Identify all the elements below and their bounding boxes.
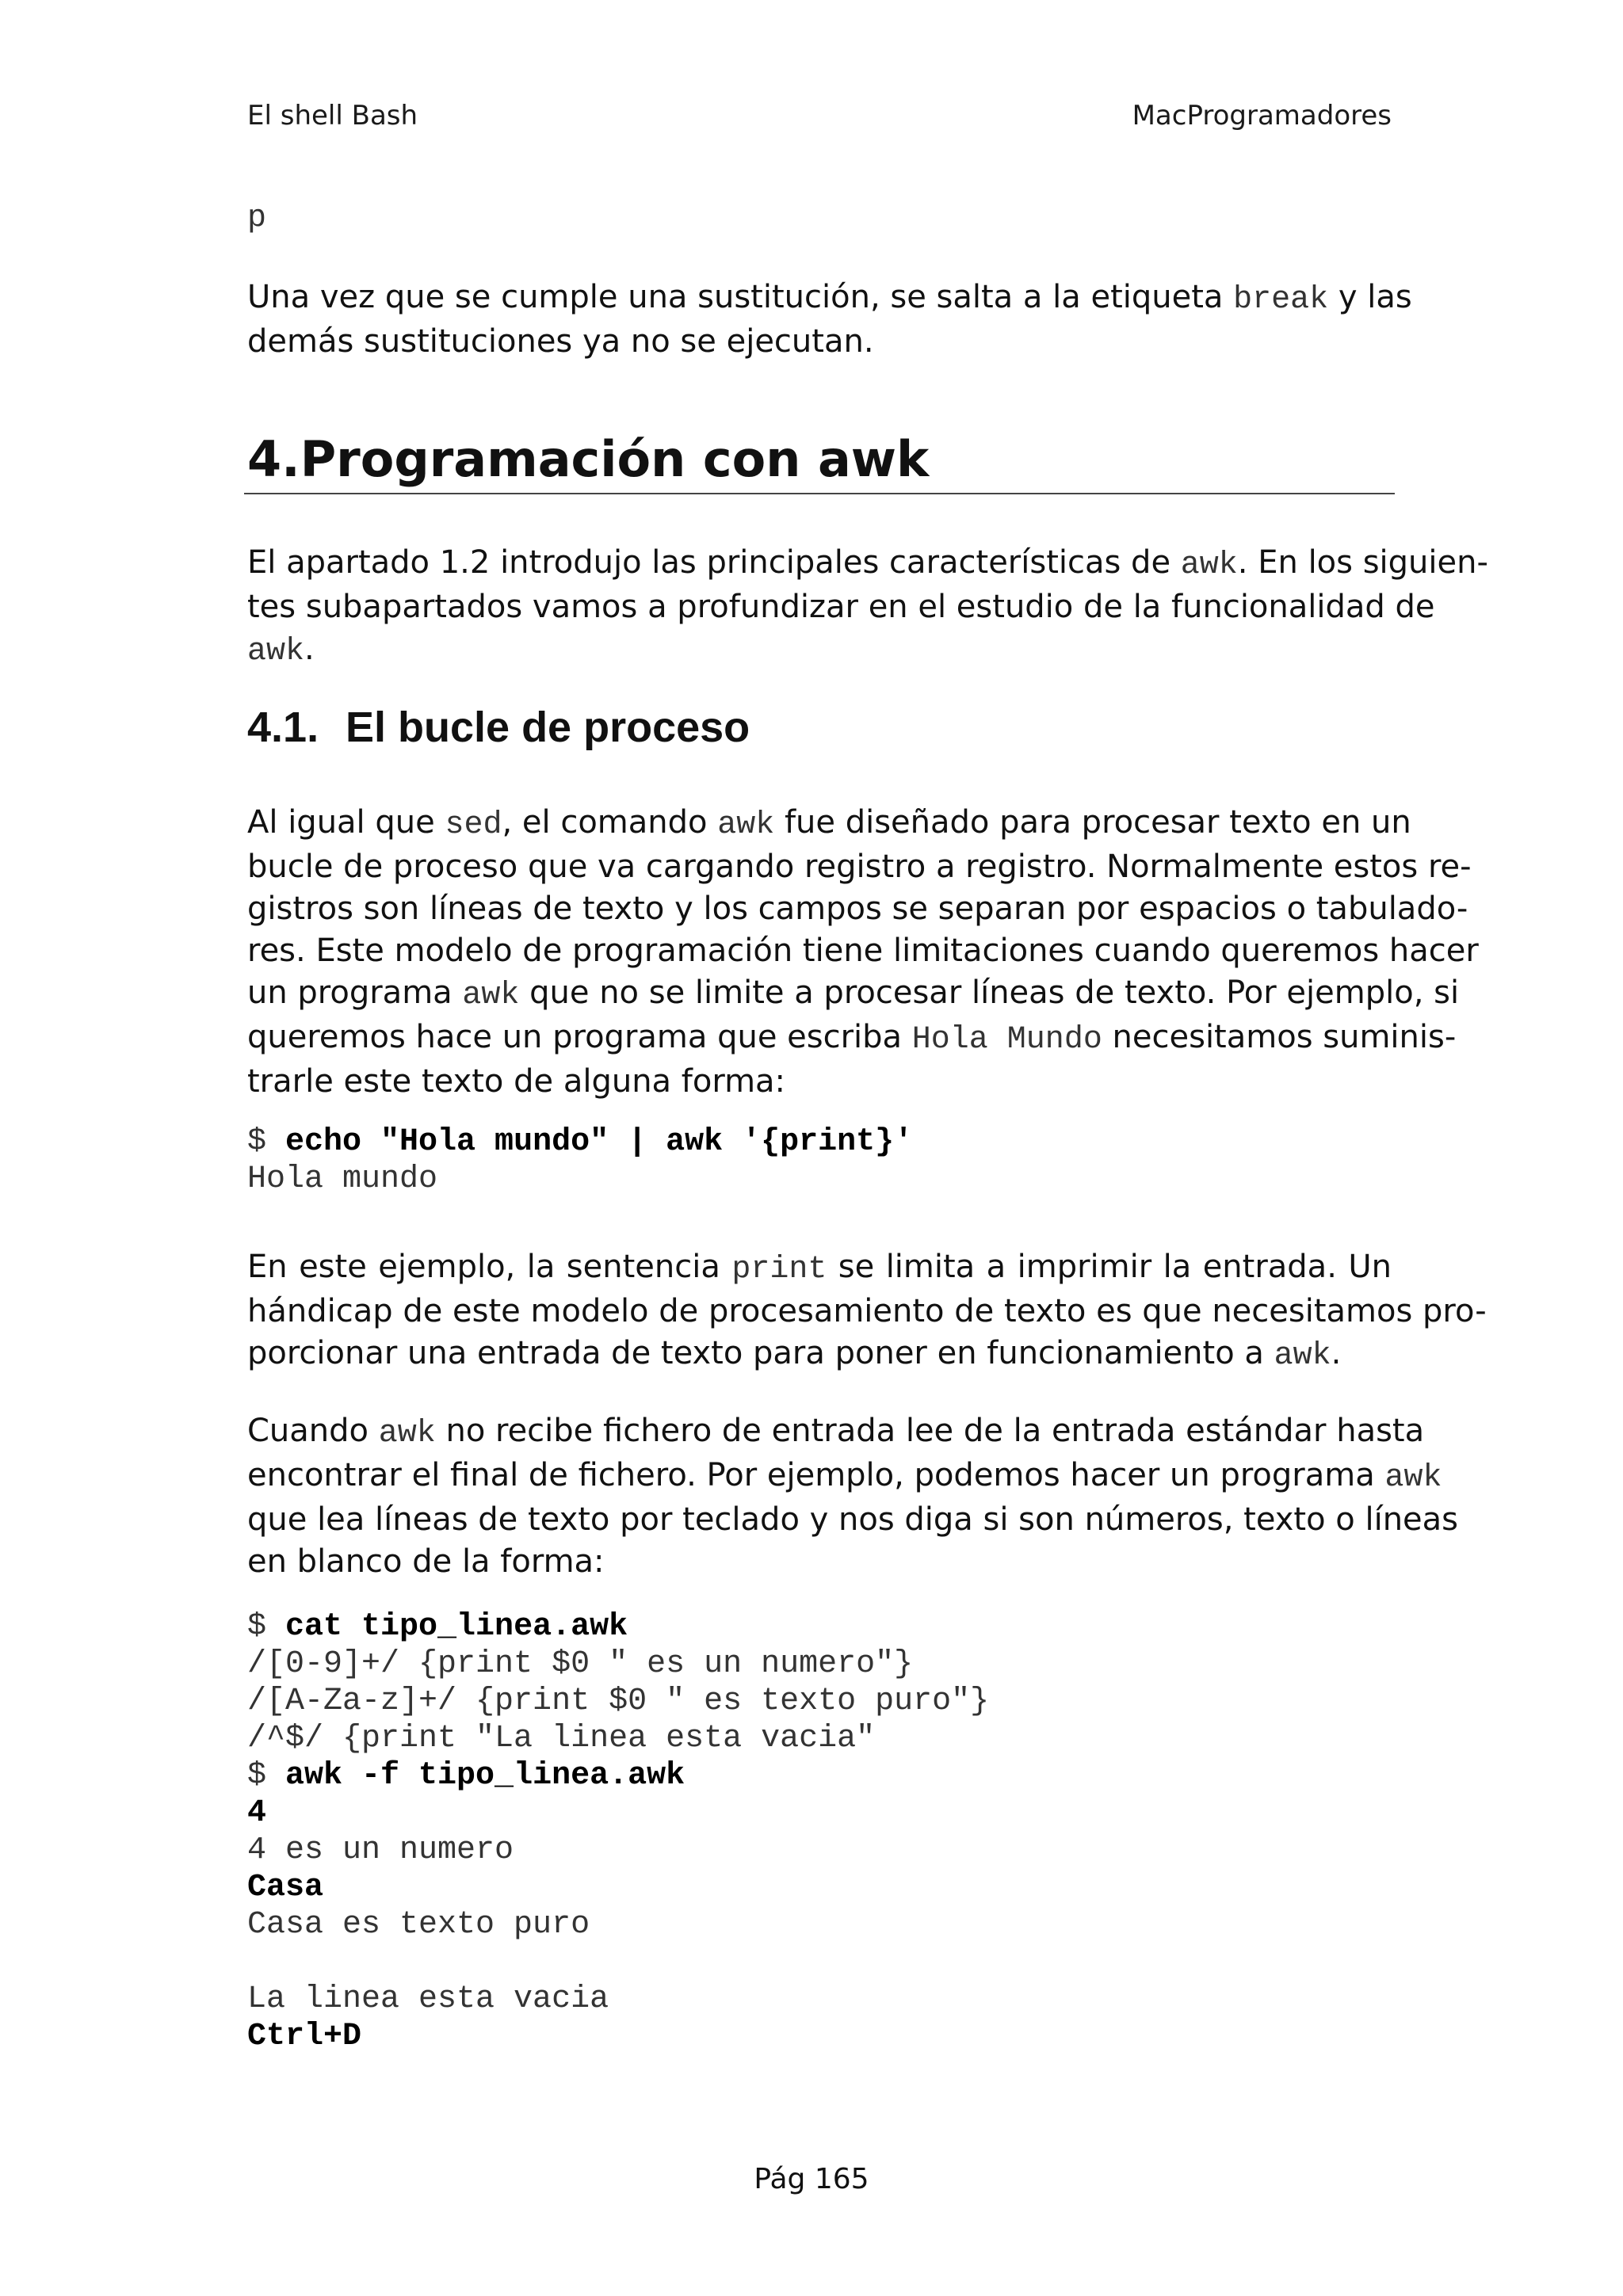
- paragraph-loop: Al igual que sed, el comando awk fue diseñado para procesar texto en un bucle de proceso que va cargando registro a registro. Normalmente estos re- gistros son líneas de texto y los campos se separan por espacios o tabulado- res. Este modelo de programación tiene limitaciones cuando queremos hacer un programa awk que no se limite a procesar líneas de texto. Por ejemplo, si queremos hace un programa que escriba Hola Mundo necesitamos suminis- trarle este texto de alguna forma:: [247, 804, 1479, 1100]
- inline-code: awk: [462, 978, 520, 1013]
- inline-code: Hola Mundo: [911, 1022, 1102, 1058]
- heading-rule: [244, 493, 1395, 494]
- inline-code: awk: [1384, 1460, 1442, 1496]
- inline-code: awk: [1274, 1338, 1331, 1374]
- code-example-echo: $ echo "Hola mundo" | awk '{print}' Hola mundo: [247, 1124, 914, 1197]
- running-header-right: MacProgramadores: [1132, 100, 1392, 132]
- inline-code: awk: [378, 1416, 436, 1451]
- running-header-left: El shell Bash: [247, 100, 418, 132]
- inline-code: sed: [445, 807, 502, 843]
- inline-code: awk: [1180, 547, 1238, 583]
- paragraph-stdin: Cuando awk no recibe fichero de entrada lee de la entrada estándar hasta encontrar el final de fichero. Por ejemplo, podemos hacer un programa awk que lea líneas de texto por teclado y nos diga si son números, texto o líneas en blanco de la forma:: [247, 1413, 1459, 1580]
- paragraph-print: En este ejemplo, la sentencia print se limita a imprimir la entrada. Un hándicap de este modelo de procesamiento de texto es que necesitamos pro- porcionar una entrada de texto para poner en funcionamiento a awk.: [247, 1249, 1487, 1374]
- code-fragment: p: [247, 200, 267, 236]
- code-example-awk-script: $ cat tipo_linea.awk /[0-9]+/ {print $0 " es un numero"} /[A-Za-z]+/ {print $0 " es texto puro"} /^$/ {print "La linea esta vacia" $ awk -f tipo_linea.awk 4 4 es un numero Casa Casa es texto puro La linea esta vacia Ctrl+D: [247, 1609, 990, 2054]
- inline-code: break: [1233, 282, 1329, 318]
- subsection-heading: 4.1. El bucle de proceso: [247, 704, 750, 751]
- inline-code: print: [731, 1252, 827, 1287]
- inline-code: awk: [717, 807, 775, 843]
- page-number: Pág 165: [754, 2163, 869, 2195]
- paragraph-intro: El apartado 1.2 introdujo las principales características de awk. En los siguien- tes subapartados vamos a profundizar en el estudio de la funcionalidad de awk.: [247, 544, 1488, 669]
- paragraph-substitution: Una vez que se cumple una sustitución, se salta a la etiqueta break y las demás sustituciones ya no se ejecutan.: [247, 279, 1412, 360]
- inline-code: awk: [247, 634, 305, 669]
- section-heading: 4.Programación con awk: [247, 430, 930, 488]
